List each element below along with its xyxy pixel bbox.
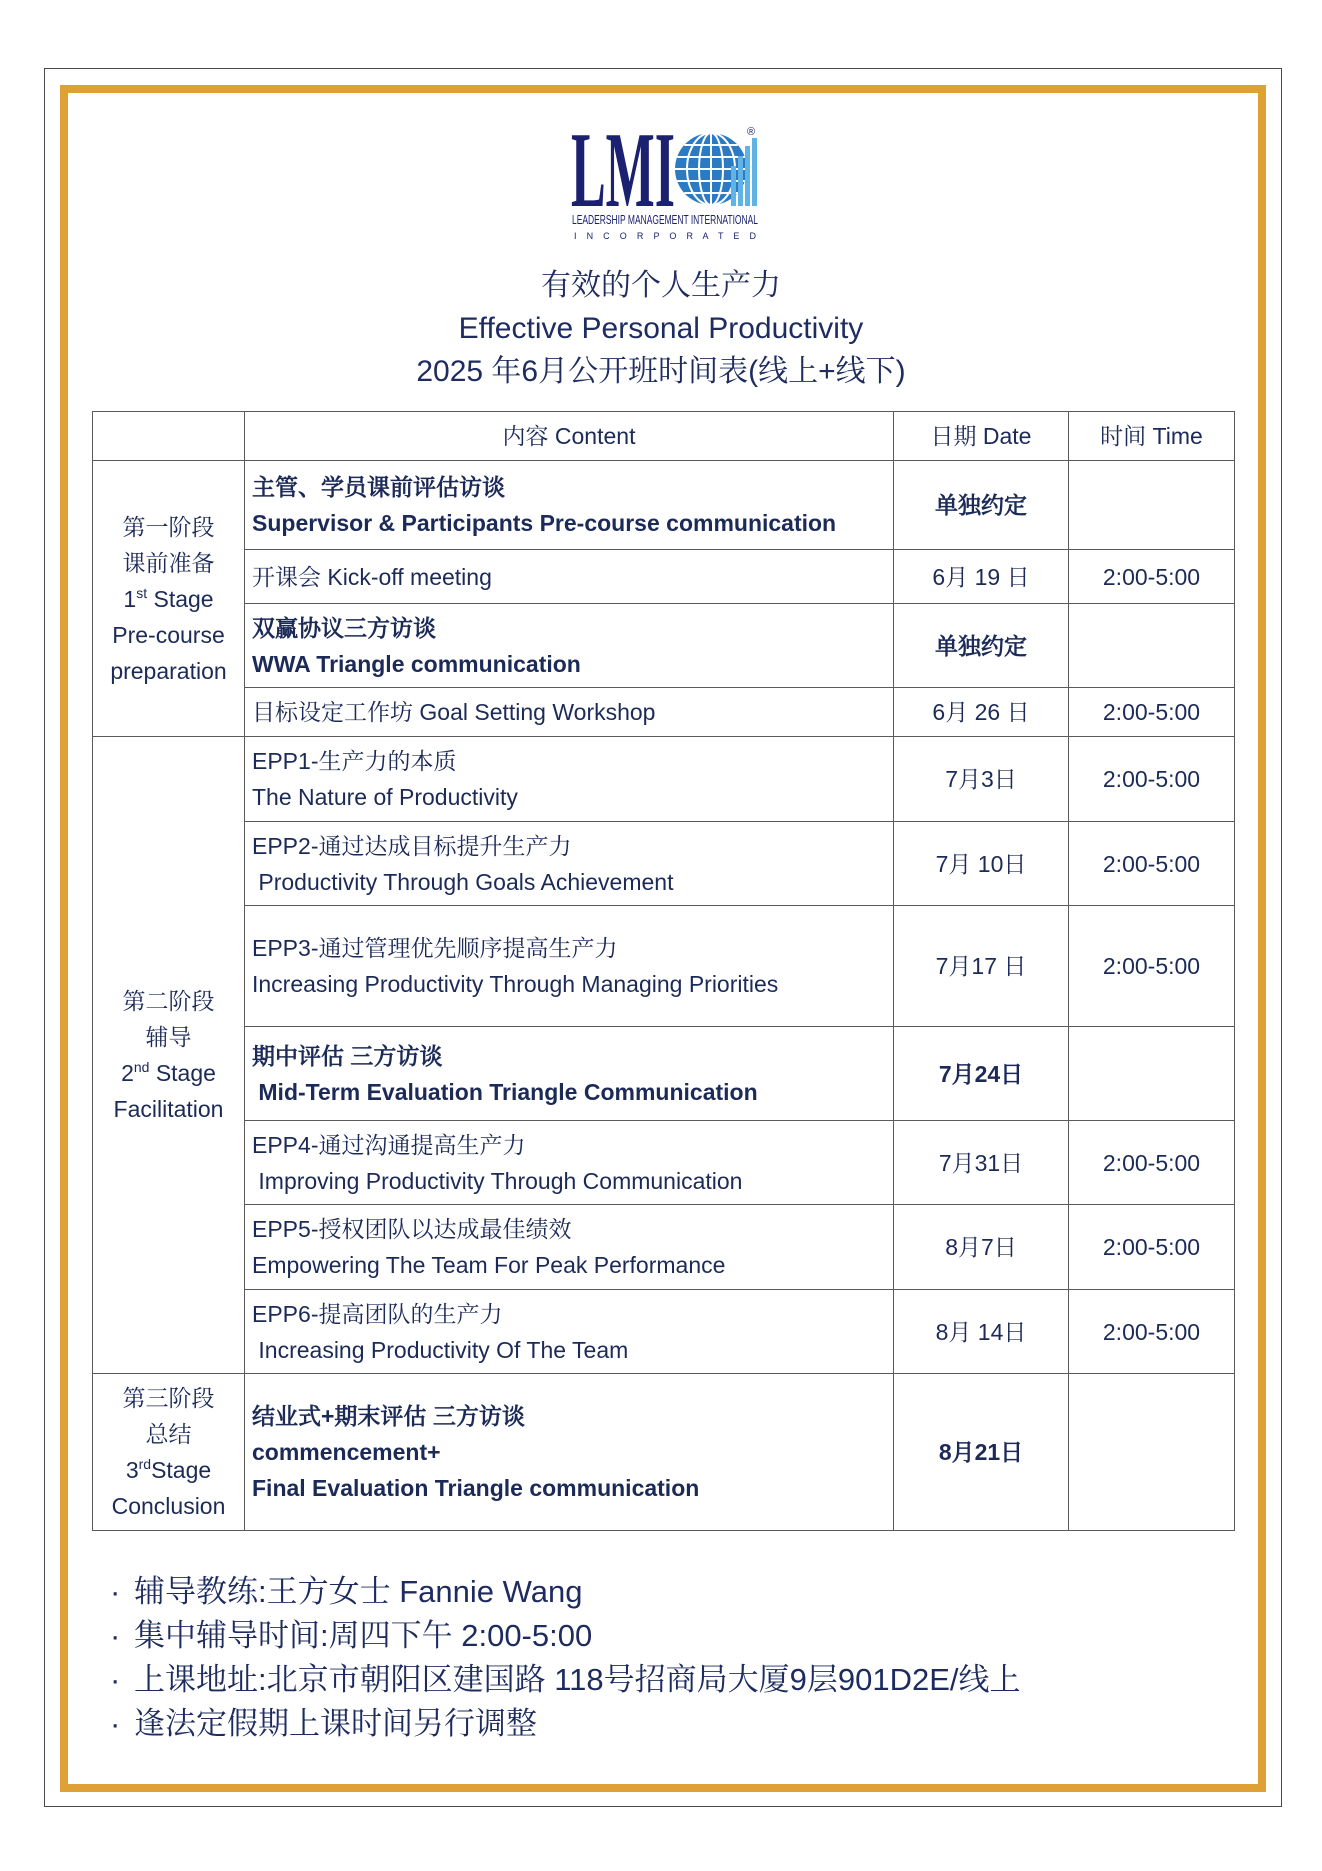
header-cell-stage bbox=[93, 412, 245, 461]
content-line-zh: 结业式+期末评估 三方访谈 bbox=[252, 1403, 525, 1429]
table-row bbox=[93, 906, 1235, 1027]
stage-name-en: Conclusion bbox=[111, 1493, 226, 1519]
content-cell bbox=[245, 688, 894, 737]
date-cell: 单独约定 bbox=[894, 604, 1069, 688]
stage-title-zh: 第三阶段 bbox=[122, 1385, 215, 1411]
content-cell bbox=[245, 1374, 894, 1531]
date-cell: 7月3日 bbox=[894, 737, 1069, 822]
note-item bbox=[110, 1658, 1021, 1702]
content-line-en: Increasing Productivity Of The Team bbox=[252, 1336, 629, 1363]
header-cell-date: 日期 Date bbox=[894, 412, 1069, 461]
note-text: 逢法定假期上课时间另行调整 bbox=[134, 1706, 537, 1741]
content-cell bbox=[245, 1121, 894, 1205]
content-line: 目标设定工作坊 Goal Setting Workshop bbox=[252, 699, 656, 725]
title-block bbox=[0, 264, 1322, 393]
content-cell bbox=[245, 1290, 894, 1374]
time-cell: 2:00-5:00 bbox=[1069, 737, 1235, 822]
table-row bbox=[93, 1027, 1235, 1121]
content-line-zh: EPP4-通过沟通提高生产力 bbox=[252, 1131, 526, 1158]
stage-subtitle-zh: 课前准备 bbox=[122, 549, 215, 576]
time-cell: 2:00-5:00 bbox=[1069, 1290, 1235, 1374]
content-cell bbox=[245, 461, 894, 550]
table-row bbox=[93, 822, 1235, 906]
note-text: 上课地址:北京市朝阳区建国路 118号招商局大厦9层901D2E/线上 bbox=[134, 1662, 1021, 1697]
note-text: 集中辅导时间:周四下午 2:00-5:00 bbox=[134, 1618, 593, 1653]
stage-title-zh: 第一阶段 bbox=[122, 513, 215, 540]
time-cell: 2:00-5:00 bbox=[1069, 1121, 1235, 1205]
content-line-zh: EPP6-提高团队的生产力 bbox=[252, 1300, 503, 1327]
schedule-title: 2025 年6月公开班时间表(线上+线下) bbox=[416, 355, 906, 388]
content-line-zh: EPP2-通过达成目标提升生产力 bbox=[252, 832, 572, 859]
title-zh: 有效的个人生产力 bbox=[541, 269, 781, 302]
time-cell: 2:00-5:00 bbox=[1069, 550, 1235, 604]
logo-line-1: LEADERSHIP MANAGEMENT INTERNATIONAL bbox=[572, 213, 759, 227]
note-item bbox=[110, 1570, 1021, 1614]
content-cell bbox=[245, 1205, 894, 1290]
registered-mark: ® bbox=[747, 126, 756, 138]
note-text: 辅导教练:王方女士 Fannie Wang bbox=[134, 1574, 583, 1609]
content-line-en: Increasing Productivity Through Managing Priorities bbox=[252, 971, 779, 997]
bullet-icon: · bbox=[110, 1662, 121, 1697]
table-row bbox=[93, 1374, 1235, 1531]
bullet-icon: · bbox=[110, 1574, 121, 1609]
content-cell bbox=[245, 550, 894, 604]
stage-name-en: Pre-course bbox=[112, 621, 225, 648]
date-cell: 8月7日 bbox=[894, 1205, 1069, 1290]
content-line-en: Improving Productivity Through Communication bbox=[252, 1167, 743, 1194]
time-cell: 2:00-5:00 bbox=[1069, 822, 1235, 906]
content-line-en: Mid-Term Evaluation Triangle Communication bbox=[252, 1078, 758, 1105]
content-cell bbox=[245, 737, 894, 822]
time-cell bbox=[1069, 604, 1235, 688]
date-cell: 7月24日 bbox=[894, 1027, 1069, 1121]
table-row bbox=[93, 1290, 1235, 1374]
table-row bbox=[93, 1121, 1235, 1205]
content-line-zh: 期中评估 三方访谈 bbox=[252, 1042, 443, 1069]
date-cell: 7月31日 bbox=[894, 1121, 1069, 1205]
content-cell bbox=[245, 604, 894, 688]
time-cell bbox=[1069, 1374, 1235, 1531]
header-cell-content: 内容 Content bbox=[245, 412, 894, 461]
content-cell bbox=[245, 906, 894, 1027]
table-row bbox=[93, 688, 1235, 737]
globe-icon bbox=[675, 133, 757, 206]
stage-subtitle-zh: 辅导 bbox=[145, 1024, 192, 1050]
content-line: 开课会 Kick-off meeting bbox=[252, 563, 492, 590]
lmi-logo bbox=[571, 124, 761, 244]
bullet-icon: · bbox=[110, 1618, 121, 1653]
note-item bbox=[110, 1614, 1021, 1658]
stage-cell-3 bbox=[93, 1374, 245, 1531]
note-item bbox=[110, 1702, 1021, 1746]
stage-subtitle-zh: 总结 bbox=[145, 1421, 192, 1447]
date-cell: 6月 26 日 bbox=[894, 688, 1069, 737]
date-cell: 7月 10日 bbox=[894, 822, 1069, 906]
content-line-en: Supervisor & Participants Pre-course communication bbox=[252, 510, 837, 536]
stage-name-en: Facilitation bbox=[113, 1096, 224, 1122]
time-cell: 2:00-5:00 bbox=[1069, 688, 1235, 737]
date-cell: 6月 19 日 bbox=[894, 550, 1069, 604]
date-cell: 7月17 日 bbox=[894, 906, 1069, 1027]
content-line-zh: 主管、学员课前评估访谈 bbox=[252, 474, 505, 500]
table-row bbox=[93, 737, 1235, 822]
stage-label-en: 2nd Stage bbox=[121, 1059, 216, 1086]
stage-cell-1 bbox=[93, 461, 245, 737]
stage-title-zh: 第二阶段 bbox=[122, 988, 215, 1014]
time-cell bbox=[1069, 461, 1235, 550]
title-en: Effective Personal Productivity bbox=[458, 312, 864, 345]
table-row bbox=[93, 550, 1235, 604]
content-line-en: commencement+ bbox=[252, 1439, 441, 1465]
stage-name-en: preparation bbox=[110, 657, 227, 684]
content-line-en: Empowering The Team For Peak Performance bbox=[252, 1252, 726, 1278]
content-line-zh: EPP3-通过管理优先顺序提高生产力 bbox=[252, 935, 618, 961]
content-cell bbox=[245, 822, 894, 906]
table-row bbox=[93, 1205, 1235, 1290]
content-line-en: The Nature of Productivity bbox=[252, 784, 518, 810]
time-cell: 2:00-5:00 bbox=[1069, 1205, 1235, 1290]
date-cell: 8月 14日 bbox=[894, 1290, 1069, 1374]
content-line-zh: EPP1-生产力的本质 bbox=[252, 748, 457, 774]
time-cell: 2:00-5:00 bbox=[1069, 906, 1235, 1027]
table-row bbox=[93, 604, 1235, 688]
content-line-zh: 双赢协议三方访谈 bbox=[252, 614, 436, 641]
content-cell bbox=[245, 1027, 894, 1121]
course-notes bbox=[110, 1570, 1021, 1746]
stage-label-en: 1st Stage bbox=[123, 584, 214, 612]
logo-mark: LMI bbox=[571, 124, 675, 230]
stage-cell-2 bbox=[93, 737, 245, 1374]
stage-label-en: 3rdStage bbox=[125, 1456, 212, 1483]
content-line-en: Productivity Through Goals Achievement bbox=[252, 868, 674, 895]
content-line-en: Final Evaluation Triangle communication bbox=[252, 1475, 700, 1501]
content-line-zh: EPP5-授权团队以达成最佳绩效 bbox=[252, 1216, 572, 1242]
table-header-row bbox=[93, 412, 1235, 461]
schedule-table bbox=[92, 411, 1235, 1531]
header-cell-time: 时间 Time bbox=[1069, 412, 1235, 461]
date-cell: 8月21日 bbox=[894, 1374, 1069, 1531]
date-cell: 单独约定 bbox=[894, 461, 1069, 550]
table-row bbox=[93, 461, 1235, 550]
content-line-en: WWA Triangle communication bbox=[252, 650, 581, 677]
bullet-icon: · bbox=[110, 1706, 121, 1741]
time-cell bbox=[1069, 1027, 1235, 1121]
logo-line-2: I N C O R P O R A T E D bbox=[574, 231, 756, 241]
